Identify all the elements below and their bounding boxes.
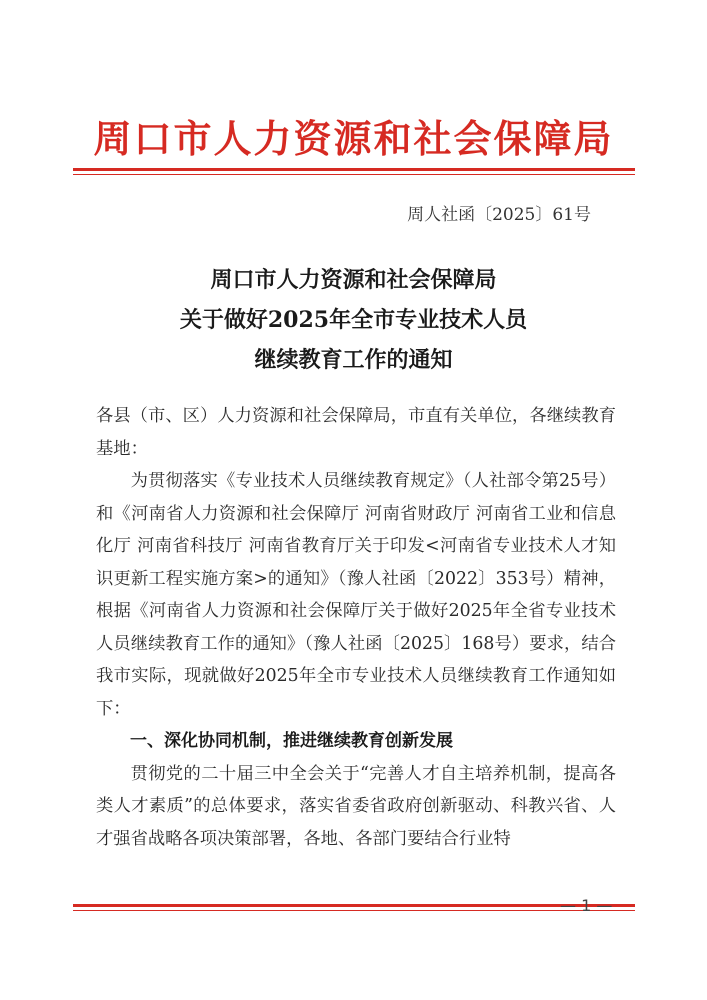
title-line-2: 关于做好2025年全市专业技术人员 — [179, 307, 528, 333]
header-rule-thin — [73, 174, 635, 175]
paragraph-2: 贯彻党的二十届三中全会关于“完善人才自主培养机制，提高各类人才素质”的总体要求，落实省委省政府创新驱动、科教兴省、人才强省战略各项决策部署，各地、各部门要结合行业特 — [96, 763, 616, 849]
salutation: 各县（市、区）人力资源和社会保障局，市直有关单位，各继续教育基地： — [96, 406, 616, 459]
footer-rule-thin — [73, 910, 635, 911]
header-title: 周口市人力资源和社会保障局 — [93, 117, 614, 161]
title-line-3: 继续教育工作的通知 — [254, 347, 453, 373]
paragraph-1: 为贯彻落实《专业技术人员继续教育规定》（人社部令第25号）和《河南省人力资源和社会保障厅 河南省财政厅 河南省工业和信息化厅 河南省科技厅 河南省教育厅关于印发<河南省专业技术人才知识更新工程实施方案>的通知》（豫人社函〔2022〕353号）精神，根据《河南省人力资源和社会保障厅关于做好2025年全省专业技术人员继续教育工作的通知》（豫人社函〔2025〕168号）要求，结合我市实际，现就做好2025年全市专业技术人员继续教育工作通知如下： — [96, 471, 616, 719]
footer-rule-thick — [73, 904, 635, 907]
header-rule-thick — [73, 168, 635, 171]
doc-number: 周人社函〔2025〕61号 — [407, 205, 591, 225]
document-body — [96, 400, 616, 855]
document-title — [0, 260, 707, 380]
title-line-1: 周口市人力资源和社会保障局 — [210, 267, 497, 293]
page-number: — 1 — — [560, 896, 613, 915]
section-heading-1: 一、深化协同机制，推进继续教育创新发展 — [130, 731, 453, 751]
